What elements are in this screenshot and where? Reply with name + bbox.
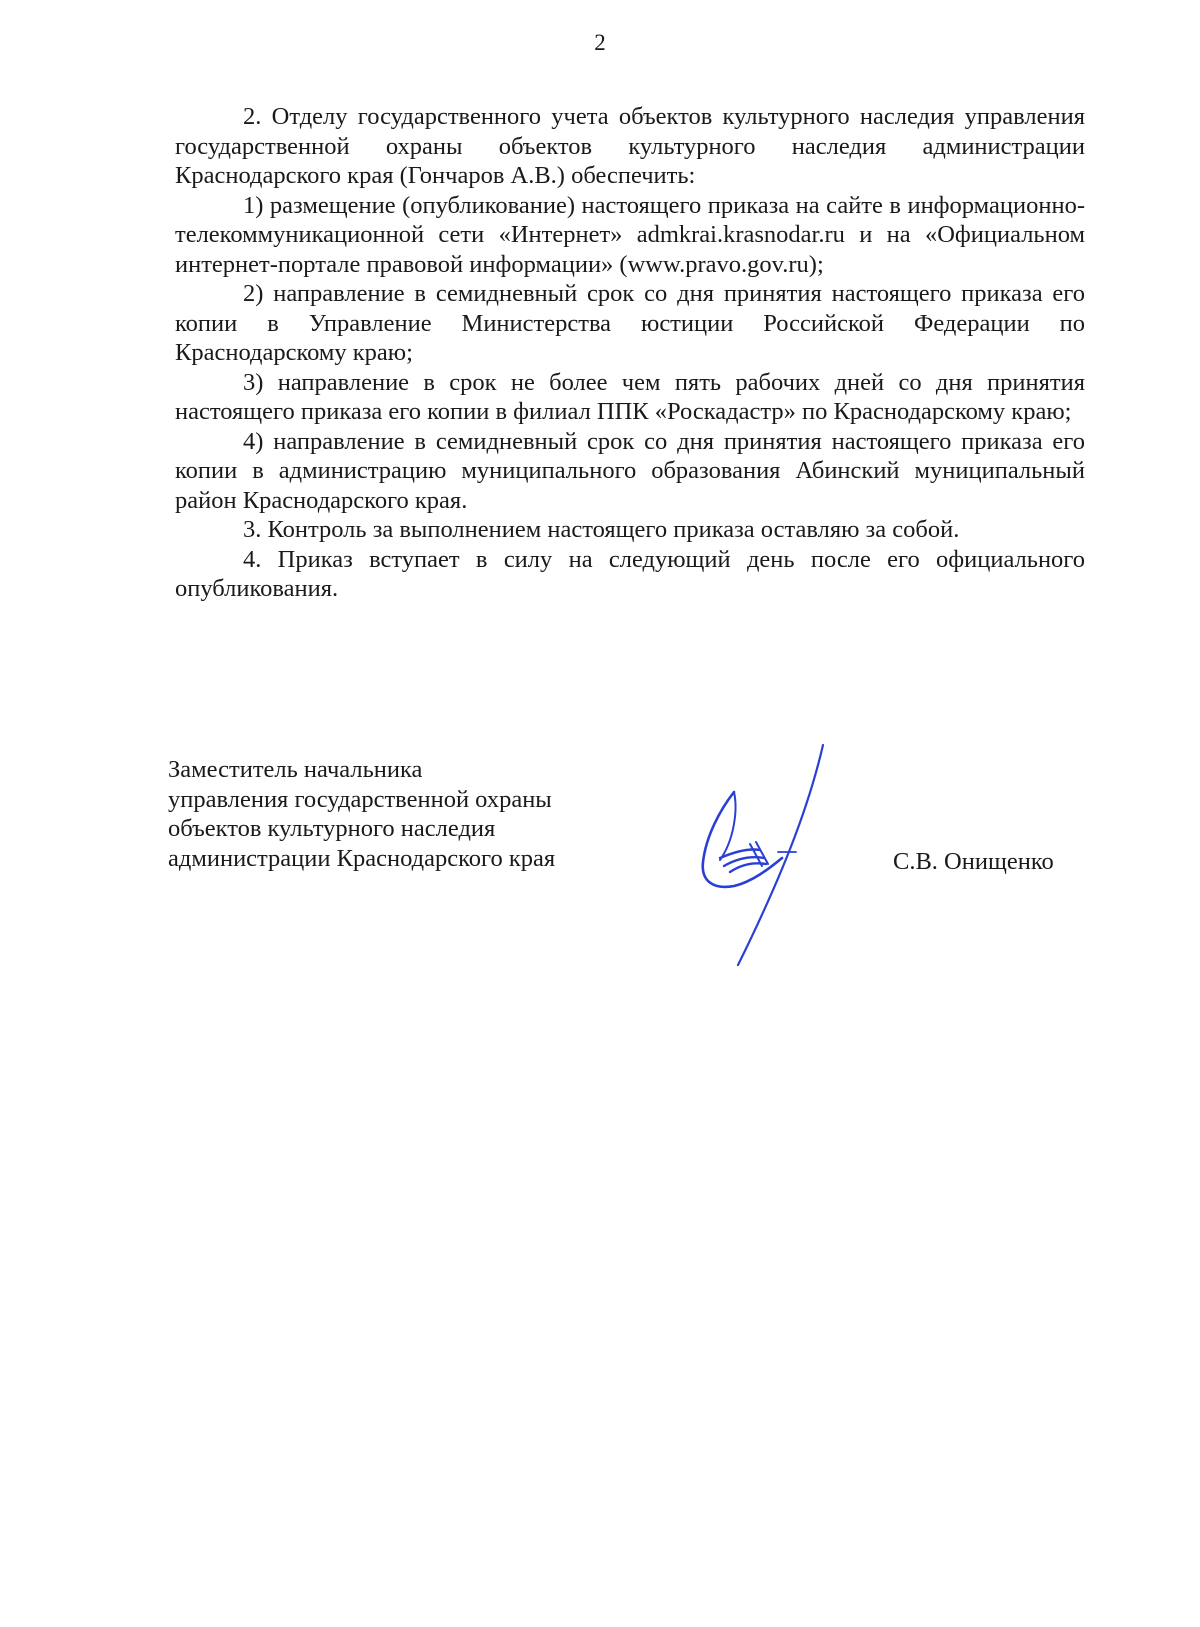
paragraph-subitem-1: 1) размещение (опубликование) настоящего приказа на сайте в информационно-телекоммуникационной сети «Интернет» admkrai.krasnodar.ru и на «Официальном интернет-портале правовой информации» (www.pravo.gov.ru); — [175, 191, 1085, 278]
signer-position-line: управления государственной охраны — [168, 785, 552, 813]
paragraph-subitem-3: 3) направление в срок не более чем пять рабочих дней со дня принятия настоящего приказа его копии в филиал ППК «Роскадастр» по Краснодарскому краю; — [175, 368, 1085, 425]
signer-position-line: объектов культурного наследия — [168, 815, 496, 842]
page-number: 2 — [594, 30, 606, 55]
paragraph-item-4: 4. Приказ вступает в силу на следующий день после его официального опубликования. — [175, 545, 1085, 602]
signer-position-line: Заместитель начальника — [168, 756, 423, 783]
signer-position-line: администрации Краснодарского края — [168, 844, 556, 872]
document-body — [175, 102, 1085, 604]
paragraph-subitem-2: 2) направление в семидневный срок со дня принятия настоящего приказа его копии в Управление Министерства юстиции Российской Федерации по Краснодарскому краю; — [175, 280, 1085, 366]
paragraph-item-3: 3. Контроль за выполнением настоящего приказа оставляю за собой. — [243, 516, 960, 543]
signer-name: С.В. Онищенко — [893, 848, 1054, 875]
signer-position — [168, 755, 628, 873]
paragraph-item-2: 2. Отделу государственного учета объектов культурного наследия управления государственной охраны объектов культурного наследия администрации Краснодарского края (Гончаров А.В.) обеспечить: — [175, 103, 1085, 189]
handwritten-signature — [690, 740, 840, 970]
paragraph-subitem-4: 4) направление в семидневный срок со дня принятия настоящего приказа его копии в администрацию муниципального образования Абинский муниципальный район Краснодарского края. — [175, 427, 1085, 514]
